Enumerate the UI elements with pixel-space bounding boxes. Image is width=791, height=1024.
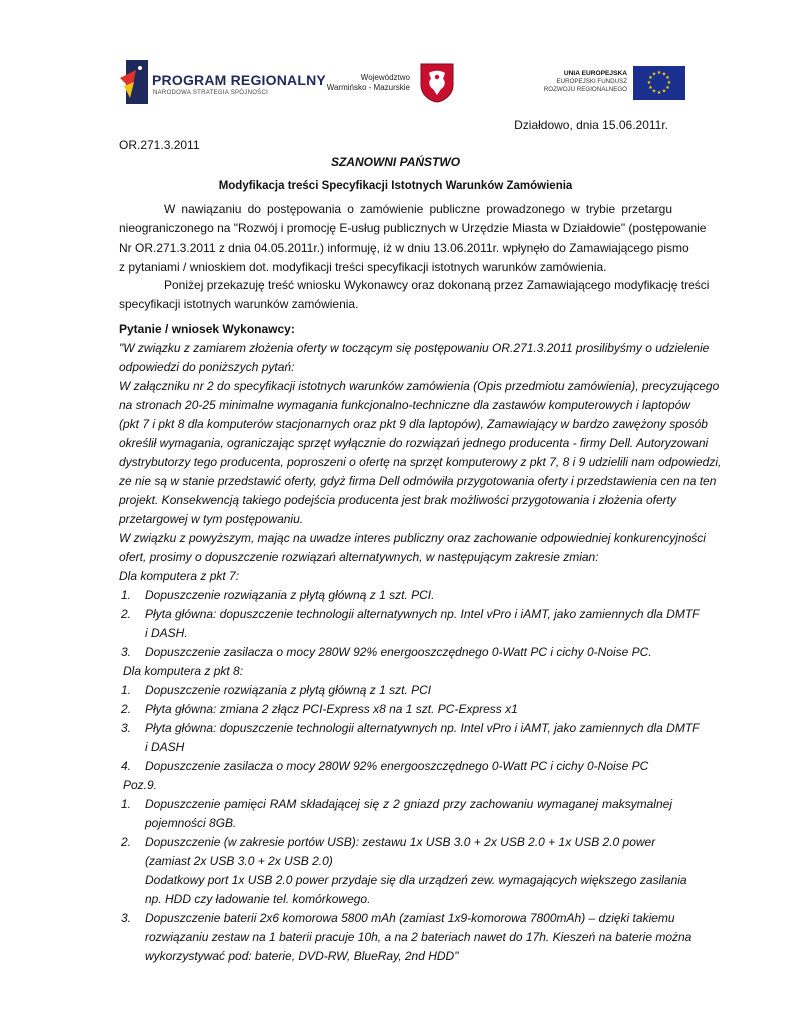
list-item-line: Dopuszczenie (w zakresie portów USB): zestawu 1x USB 3.0 + 2x USB 2.0 + 1x USB 2.0 power (145, 835, 656, 849)
svg-text:★: ★ (646, 80, 652, 86)
pc8-heading: Dla komputera z pkt 8: (123, 664, 244, 678)
salutation: SZANOWNI PAŃSTWO (330, 155, 461, 169)
program-regionalny-title: PROGRAM REGIONALNY (152, 72, 326, 88)
program-regionalny-subtitle: NARODOWA STRATEGIA SPÓJNOŚCI (153, 90, 269, 96)
paragraph-line: Poniżej przekazuję treść wniosku Wykonawcy oraz dokonaną przez Zamawiającego modyfikację treści (164, 278, 710, 292)
list-item-line: wykorzystywać pod: baterie, DVD-RW, BlueRay, 2nd HDD" (145, 949, 459, 963)
eu-flag-icon (633, 66, 685, 100)
svg-text:★: ★ (651, 71, 657, 78)
program-regionalny-emblem-icon (120, 60, 148, 104)
paragraph-line: nieograniczonego na "Rozwój i promocję E-usług publicznych w Urzędzie Miasta w Działdowie" (postępowanie (119, 221, 707, 236)
question-paragraph-1 (119, 339, 710, 377)
document-subject: Modyfikacja treści Specyfikacji Istotnych Warunków Zamówienia (218, 180, 573, 192)
list-item-line: Dopuszczenie pamięci RAM składającej się z 2 gniazd przy zachowaniu wymaganej maksymalnej (145, 797, 672, 811)
svg-text:★: ★ (648, 75, 653, 81)
eu-text (544, 70, 627, 94)
list-item-number: 1. (121, 797, 132, 811)
list-item-line: Dopuszczenie rozwiązania z płytą główną z 1 szt. PCI. (145, 588, 435, 602)
reference-number: OR.271.3.2011 (119, 138, 200, 152)
document-date: Działdowo, dnia 15.06.2011r. (514, 118, 668, 132)
paragraph-line: "W związku z zamiarem złożenia oferty w toczącym się postępowaniu OR.271.3.2011 prosilibyśmy o udzielenie (119, 341, 710, 355)
pc7-heading: Dla komputera z pkt 7: (119, 569, 240, 583)
paragraph-line: projekt. Konsekwencją takiego podejścia producenta jest brak możliwości przygotowania i złożenia oferty (119, 493, 676, 507)
svg-text:★: ★ (665, 85, 670, 91)
eu-logo (545, 66, 685, 102)
question-paragraph-2 (119, 377, 722, 529)
paragraph-line: specyfikacji istotnych warunków zamówienia. (119, 297, 359, 312)
paragraph-line: W związku z powyższym, mając na uwadze interes publiczny oraz zachowanie odpowiedniej konkurencyjności (119, 531, 706, 545)
list-item-line: Dopuszczenie zasilacza o mocy 280W 92% energooszczędnego 0-Watt PC i cichy 0-Noise PC. (145, 645, 652, 659)
voivodeship-line-2: Warmińsko - Mazurskie (326, 83, 410, 92)
list-item-number: 1. (121, 683, 132, 697)
paragraph-line: na stronach 20-25 minimalne wymagania funkcjonalno-techniczne dla zastawów komputerowych i laptopów (119, 398, 690, 412)
program-regionalny-logo (120, 60, 326, 110)
pos9-heading: Poz.9. (123, 778, 158, 792)
eu-line-3: ROZWOJU REGIONALNEGO (543, 86, 627, 93)
list-item-line: i DASH. (145, 626, 188, 640)
list-item-number: 4. (121, 759, 132, 773)
paragraph-line: z pytaniami / wnioskiem dot. modyfikacji treści specyfikacji istotnych warunków zamówienia. (119, 260, 607, 275)
intro-paragraph-2 (119, 276, 710, 315)
list-item-line: Płyta główna: dopuszczenie technologii alternatywnych np. Intel vPro i iAMT, jako zamiennych dla DMTF (145, 607, 700, 621)
svg-text:★: ★ (648, 85, 653, 91)
voivodeship-label (310, 73, 410, 93)
list-item-line: Dopuszczenie baterii 2x6 komorowa 5800 mAh (zamiast 1x9-komorowa 7800mAh) – dzięki takiemu (145, 911, 675, 925)
list-item-line: pojemności 8GB. (145, 816, 237, 830)
list-item-number: 3. (121, 911, 132, 925)
list-item-number: 3. (121, 645, 132, 659)
svg-text:★: ★ (665, 75, 670, 81)
paragraph-line: W nawiązaniu do postępowania o zamówienie publiczne prowadzonego w trybie przetargu (164, 202, 672, 216)
list-item-number: 2. (121, 702, 132, 716)
list-item-line: Płyta główna: zmiana 2 złącz PCI-Express x8 na 1 szt. PC-Express x1 (145, 702, 518, 716)
paragraph-line: (pkt 7 i pkt 8 dla komputerów stacjonarnych oraz pkt 9 dla laptopów), Zamawiający w bardzo zawężony sposób (119, 417, 708, 431)
svg-text:★: ★ (656, 70, 662, 76)
list-item-number: 3. (121, 721, 132, 735)
eu-line-1: UNIA EUROPEJSKA (563, 70, 627, 77)
svg-text:★: ★ (661, 88, 667, 95)
question-paragraph-3 (119, 529, 706, 567)
question-heading: Pytanie / wniosek Wykonawcy: (119, 322, 295, 336)
list-item-number: 1. (121, 588, 132, 602)
list-item-line: np. HDD czy ładowanie tel. komórkowego. (145, 892, 371, 906)
list-item-line: Dopuszczenie rozwiązania z płytą główną z 1 szt. PCI (145, 683, 432, 697)
paragraph-line: W załączniku nr 2 do specyfikacji istotnych warunków zamówienia (Opis przedmiotu zamówienia), precyzującego (119, 379, 720, 393)
paragraph-line: Nr OR.271.3.2011 z dnia 04.05.2011r.) informuję, iż w dniu 13.06.2011r. wpłynęło do Zamawiającego pismo (119, 240, 689, 255)
svg-text:★: ★ (656, 90, 662, 96)
paragraph-line: dystrybutorzy tego producenta, poproszeni o ofertę na sprzęt komputerowy z pkt 7, 8 i 9 udzielili nam odpowiedzi, (119, 455, 722, 469)
list-item-line: Płyta główna: dopuszczenie technologii alternatywnych np. Intel vPro i iAMT, jako zamiennych dla DMTF (145, 721, 700, 735)
voivodeship-crest-icon (420, 63, 454, 103)
list-item-line: i DASH (145, 740, 185, 754)
list-item-line: rozwiązaniu zestaw na 1 baterii pracuje 10h, a na 2 bateriach nawet do 17h. Kieszeń na baterie można (145, 930, 692, 944)
voivodeship-line-1: Województwo (360, 73, 410, 82)
svg-text:★: ★ (651, 88, 657, 95)
list-item-number: 2. (121, 835, 132, 849)
list-item-line: Dodatkowy port 1x USB 2.0 power przydaje się dla urządzeń zew. wymagających większego zasilania (145, 873, 687, 887)
eu-line-2: EUROPEJSKI FUNDUSZ (556, 78, 627, 85)
list-item-line: Dopuszczenie zasilacza o mocy 280W 92% energooszczędnego 0-Watt PC i cichy 0-Noise PC (145, 759, 649, 773)
list-item-number: 2. (121, 607, 132, 621)
paragraph-line: przetargowej w tym postępowaniu. (119, 512, 304, 526)
svg-text:★: ★ (661, 71, 667, 78)
paragraph-line: odpowiedzi do poniższych pytań: (119, 360, 295, 374)
paragraph-line: określił wymagania, ograniczając sprzęt wyłącznie do rozwiązań jednego producenta - firmy Dell. Autoryzowani (119, 436, 709, 450)
paragraph-line: ofert, prosimy o dopuszczenie rozwiązań alternatywnych, w następującym zakresie zmian: (119, 550, 599, 564)
svg-text:★: ★ (666, 80, 672, 86)
intro-paragraph-1 (119, 200, 707, 278)
paragraph-line: ze nie są w stanie przedstawić oferty, gdyż firma Dell odmówiła przygotowania oferty i przedstawienia cen na ten (119, 474, 717, 488)
list-item-line: (zamiast 2x USB 3.0 + 2x USB 2.0) (145, 854, 333, 868)
